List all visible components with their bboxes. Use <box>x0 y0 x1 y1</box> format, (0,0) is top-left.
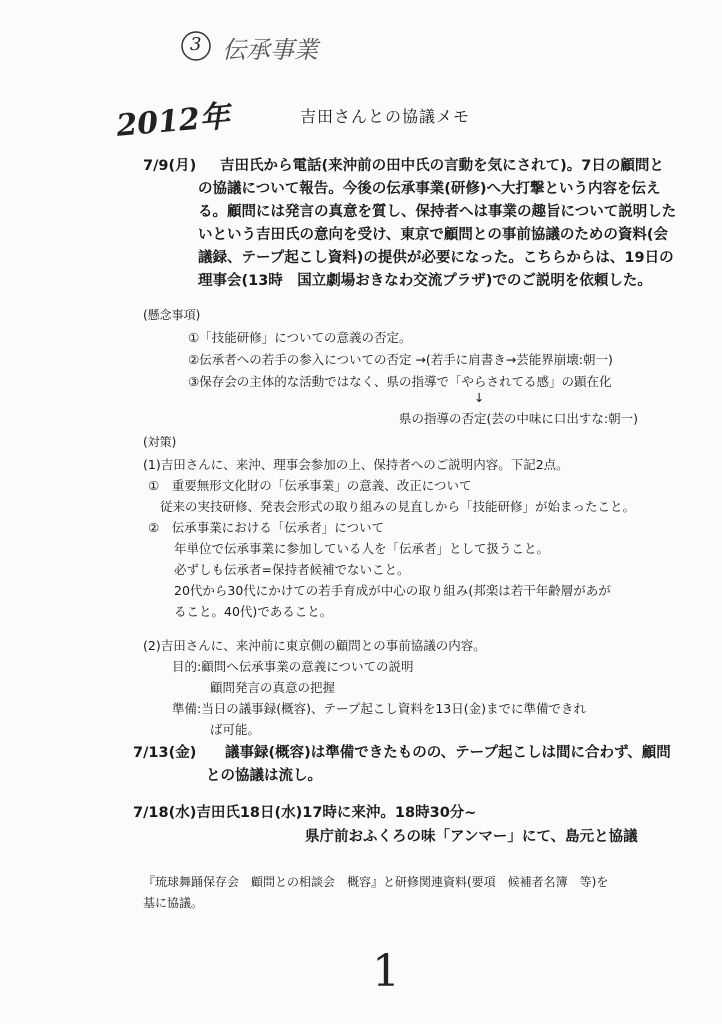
measures-item1-line-5: 年単位で伝承事業に参加している人を「伝承者」として扱うこと。 <box>174 541 550 556</box>
entry-0709-line-4: いという吉田氏の意向を受け、東京で顧問との事前協議のための資料(会 <box>198 227 669 243</box>
measures-item2-line-2: 目的:顧問へ伝承事業の意義についての説明 <box>172 659 414 674</box>
entry-0718-line-1: 7/18(水)吉田氏18日(水)17時に来沖。18時30分~ <box>133 805 477 821</box>
concern-arrow: ↓ <box>474 390 485 405</box>
concerns-heading: (懸念事項) <box>143 308 201 322</box>
measures-item2-line-5: ば可能。 <box>210 722 261 737</box>
closing-line-2: 基に協議。 <box>143 896 204 910</box>
measures-item2-line-1: (2)吉田さんに、来沖前に東京側の顧問との事前協議の内容。 <box>143 638 486 653</box>
entry-0713-date: 7/13(金) <box>133 745 197 761</box>
concern-item-1: ①「技能研修」についての意義の否定。 <box>188 330 412 345</box>
entry-0709-date: 7/9(月) <box>143 158 197 174</box>
handwritten-heading: 伝承事業 <box>222 36 318 64</box>
measures-item1-line-3: 従来の実技研修、発表会形式の取り組みの見直しから「技能研修」が始まったこと。 <box>160 499 636 514</box>
handwritten-year: 2012年 <box>114 99 232 144</box>
page-title: 吉田さんとの協議メモ <box>300 107 471 126</box>
measures-item1-line-4: ② 伝承事業における「伝承者」について <box>148 520 384 535</box>
circled-number: 3 <box>190 34 202 55</box>
measures-item1-line-7: 20代から30代にかけての若手育成が中心の取り組み(邦楽は若干年齢層があが <box>174 583 611 598</box>
entry-0713-line-1: 議事録(概容)は準備できたものの、テープ起こしは間に合わず、顧問 <box>225 745 671 761</box>
entry-0709-line-1: 吉田氏から電話(来沖前の田中氏の言動を気にされて)。7日の顧問と <box>220 158 664 174</box>
page-number: 1 <box>372 946 400 997</box>
measures-item1-line-6: 必ずしも伝承者=保持者候補でないこと。 <box>174 562 410 577</box>
measures-item2-line-3: 顧問発言の真意の把握 <box>210 680 336 695</box>
entry-0709-line-2: の協議について報告。今後の伝承事業(研修)へ大打撃という内容を伝え <box>198 181 661 197</box>
concern-item-2: ②伝承者への若手の参入についての否定 →(若手に肩書き→芸能界崩壊:朝一) <box>188 352 613 367</box>
measures-item1-line-2: ① 重要無形文化財の「伝承事業」の意義、改正について <box>148 478 472 493</box>
closing-line-1: 『琉球舞踊保存会 顧問との相談会 概容』と研修関連資料(要項 候補者名簿 等)を <box>143 875 609 889</box>
entry-0709-line-5: 議録、テープ起こし資料)の提供が必要になった。こちらからは、19日の <box>198 250 674 266</box>
entry-0713-line-2: との協議は流し。 <box>206 768 322 784</box>
measures-heading: (対策) <box>143 435 177 449</box>
entry-0709-line-6: 理事会(13時 国立劇場おきなわ交流プラザ)でのご説明を依頼した。 <box>198 273 652 289</box>
measures-item1-line-1: (1)吉田さんに、来沖、理事会参加の上、保持者へのご説明内容。下記2点。 <box>143 457 569 472</box>
measures-item1-line-8: ること。40代)であること。 <box>174 604 333 619</box>
entry-0709-line-3: る。顧問には発言の真意を質し、保持者へは事業の趣旨について説明した <box>198 204 677 220</box>
concern-item-3: ③保存会の主体的な活動ではなく、県の指導で「やらされてる感」の顕在化 <box>188 374 612 389</box>
entry-0718-line-2: 県庁前おふくろの味「アンマー」にて、島元と協議 <box>305 829 638 845</box>
measures-item2-line-4: 準備:当日の議事録(概容)、テープ起こし資料を13日(金)までに準備できれ <box>172 701 587 716</box>
concern-result: 県の指導の否定(芸の中味に口出すな:朝一) <box>399 411 638 426</box>
